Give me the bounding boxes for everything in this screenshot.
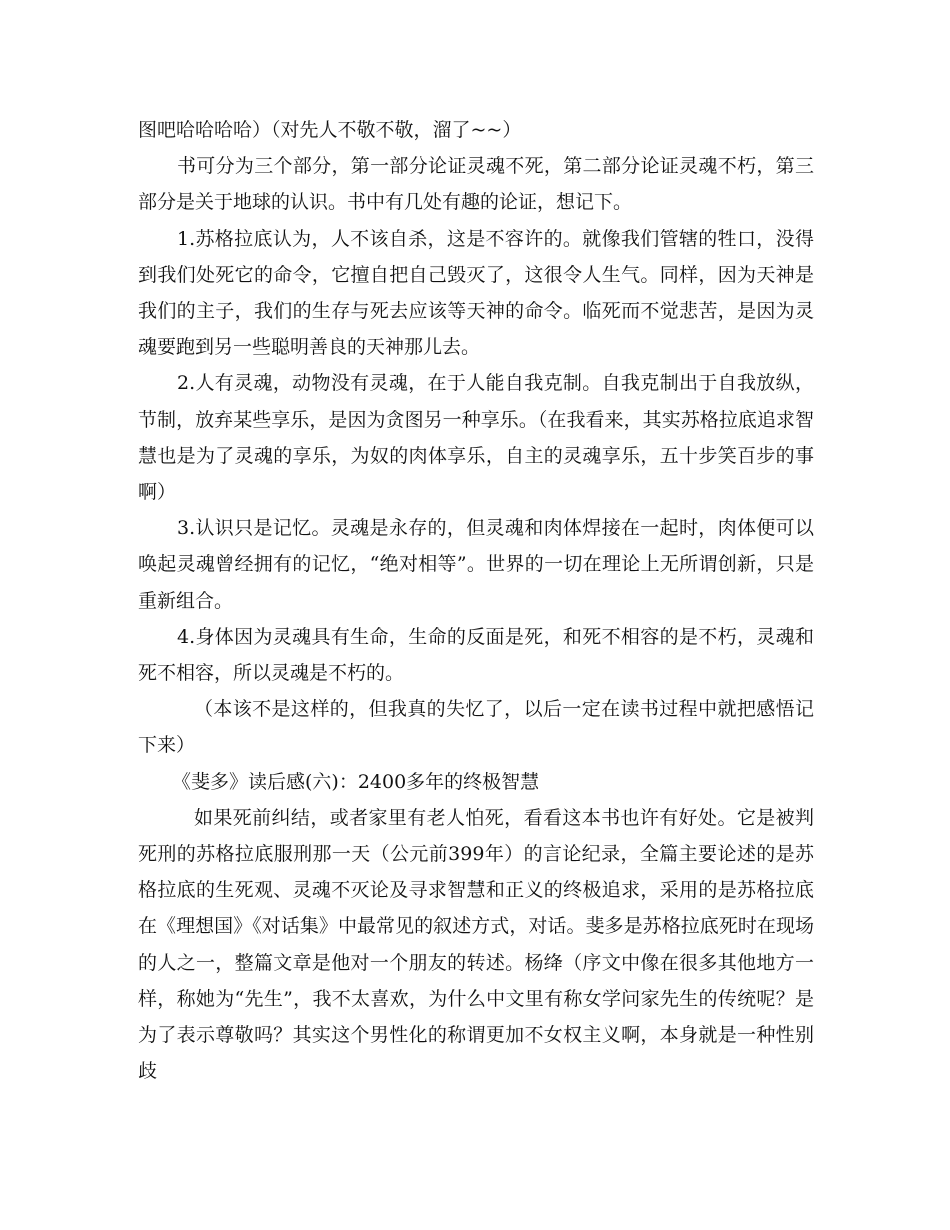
section-heading: 《斐多》读后感(六)：2400多年的终极智慧 (172, 770, 540, 793)
paragraph-point-1: 1.苏格拉底认为，人不该自杀，这是不容许的。就像我们管辖的牲口，没得到我们处死它的命令，它擅自把自己毁灭了，这很令人生气。同样，因为天神是我们的主子，我们的生存与死去应该等天神的命令。临死而不觉悲苦，是因为灵魂要跑到另一些聪明善良的天神那儿去。 (138, 227, 814, 359)
paragraph-book-structure: 书可分为三个部分，第一部分论证灵魂不死，第二部分论证灵魂不朽，第三部分是关于地球的认识。书中有几处有趣的论证，想记下。 (138, 155, 814, 214)
paragraph-note: （本该不是这样的，但我真的失忆了，以后一定在读书过程中就把感悟记下来） (138, 698, 814, 757)
paragraph-point-3: 3.认识只是记忆。灵魂是永存的，但灵魂和肉体焊接在一起时，肉体便可以唤起灵魂曾经拥有的记忆，“绝对相等”。世界的一切在理论上无所谓创新，只是重新组合。 (138, 517, 814, 612)
paragraph-point-4: 4.身体因为灵魂具有生命，生命的反面是死，和死不相容的是不朽，灵魂和死不相容，所以灵魂是不朽的。 (138, 625, 814, 685)
paragraph-continuation: 图吧哈哈哈哈）（对先人不敬不敬，溜了~~） (138, 119, 522, 141)
document-body (138, 112, 814, 1089)
paragraph-point-2: 2.人有灵魂，动物没有灵魂，在于人能自我克制。自我克制出于自我放纵，节制，放弃某些享乐，是因为贪图另一种享乐。（在我看来，其实苏格拉底追求智慧也是为了灵魂的享乐，为奴的肉体享乐，自主的灵魂享乐，五十步笑百步的事啊） (138, 372, 814, 504)
paragraph-review-body: 如果死前纠结，或者家里有老人怕死，看看这本书也许有好处。它是被判死刑的苏格拉底服刑那一天（公元前399年）的言论纪录，全篇主要论述的是苏格拉底的生死观、灵魂不灭论及寻求智慧和正义的终极追求，采用的是苏格拉底在《理想国》《对话集》中最常见的叙述方式，对话。斐多是苏格拉底死时在现场的人之一，整篇文章是他对一个朋友的转述。杨绛（序文中像在很多其他地方一样，称她为“先生”，我不太喜欢，为什么中文里有称女学问家先生的传统呢？是为了表示尊敬吗？其实这个男性化的称谓更加不女权主义啊，本身就是一种性别歧 (138, 806, 814, 1083)
